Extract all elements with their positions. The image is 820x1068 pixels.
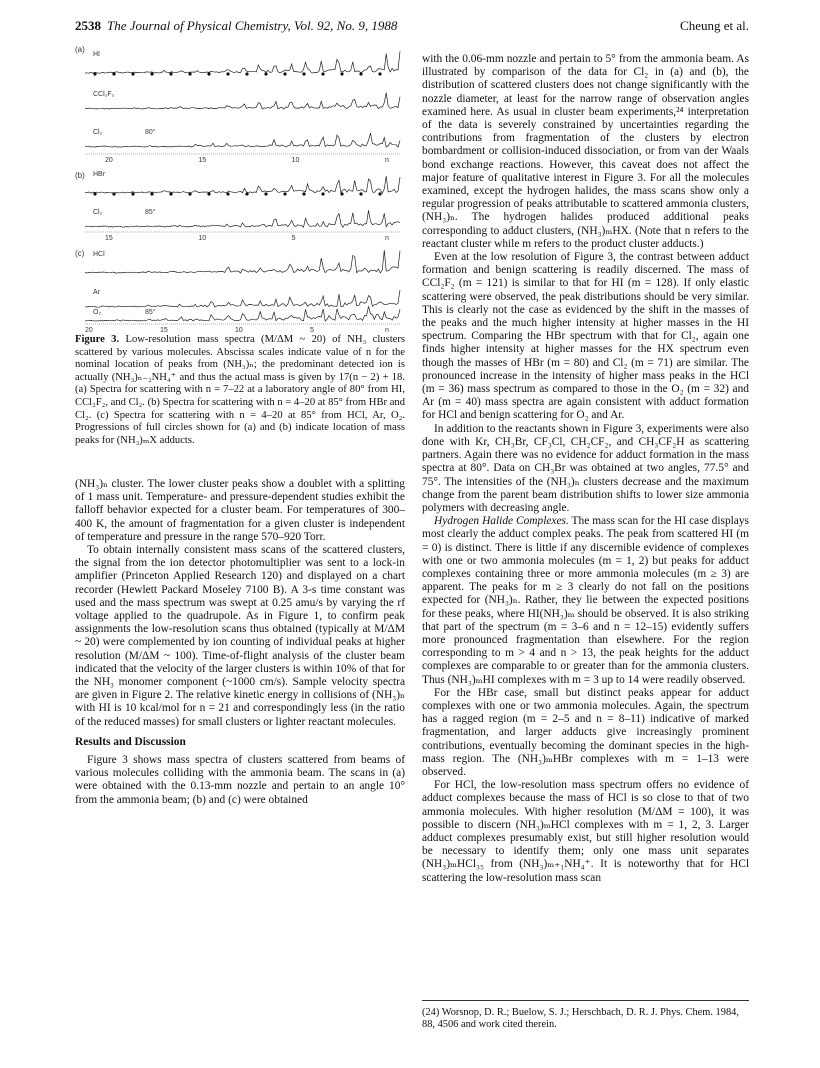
adduct-peak-marker <box>131 192 134 195</box>
paragraph: Even at the low resolution of Figure 3, the contrast between adduct formation and benign scattering is readily discerned. The mass of CCl₂F₂ (m = 121) is similar to that for HI (m = 128). If only elastic scattering were observed, the peak distributions should be very similar. This is clearly not the case as evidenced by the shift in the masses of the peaks and the much higher intensity at higher masses in the HI spectrum. Comparing the HBr spectrum with that for Cl₂, again one finds higher intensity at higher masses for the HX spectrum even though the masses of HBr (m = 80) and Cl₂ (m = 71) are similar. The pronounced increase in the intensity of higher mass peaks in the HCl (m = 36) mass spectrum as compared to those in the O₂ (m = 32) and Ar (m = 40) mass spectra are again consistent with adduct formation for HCl and benign scattering for O₂ and Ar. <box>422 251 749 422</box>
panel-tag: (a) <box>75 45 85 54</box>
spectrum-trace <box>85 176 400 193</box>
paragraph: For the HBr case, small but distinct peaks appear for adduct complexes with one or two ammonia molecules. Again, the spectrum has a ragged region (m = 2–5 and n = 8–11) indicative of marked fragmentation, and larger adducts give increasingly prominent contributions, eventually becoming the dominant species in the high-mass region. The (NH₃)ₘHBr complexes with m = 1–13 were observed. <box>422 686 749 778</box>
angle-label: 85° <box>145 209 156 216</box>
adduct-peak-marker <box>283 72 286 75</box>
axis-tick-label: 15 <box>198 157 207 164</box>
paragraph <box>422 515 749 687</box>
trace-label: HCl <box>93 251 105 258</box>
adduct-peak-marker <box>112 192 115 195</box>
trace-label: Ar <box>93 289 100 296</box>
right-column <box>422 53 749 885</box>
adduct-peak-marker <box>245 72 248 75</box>
spectrum-trace <box>85 290 400 307</box>
adduct-peak-marker <box>150 192 153 195</box>
caption-label: Figure 3. <box>75 334 120 345</box>
adduct-peak-marker <box>302 192 305 195</box>
adduct-peak-marker <box>359 192 362 195</box>
spectrum-trace <box>85 93 400 109</box>
page-number: 2538 <box>75 18 101 33</box>
panel-tag: (c) <box>75 249 85 258</box>
adduct-peak-marker <box>93 192 96 195</box>
paragraph-text: The mass scan for the HI case displays most clearly the adduct complex peaks. The peak from scattered HI (m = 0) is distinct. There is little if any discernible evidence of complexes with one or two ammonia molecules (m = 1, 2) but peaks for adduct complexes containing three or more ammonia molecules (m ≥ 3) are apparent. The peaks for m ≥ 3 clearly do not fall on the positions expected for (NH₃)ₙ. Rather, they lie between the expected positions for these peaks, where HI(NH₃)ₘ should be observed. It is also striking that part of the spectrum (m = 3–6 and n = 12–15) evidently suffers more pronounced fragmentation than elsewhere. For the region corresponding to m > 4 and n > 13, the peak heights for the adduct complexes are comparable to or greater than for the ammonia clusters. Thus (NH₃)ₘHI complexes with m = 3 up to 14 were readily observed. <box>422 515 749 686</box>
adduct-peak-marker <box>207 192 210 195</box>
spectrum-trace <box>85 133 400 147</box>
axis-tick-label: 10 <box>235 327 243 332</box>
adduct-peak-marker <box>378 192 381 195</box>
adduct-peak-marker <box>169 192 172 195</box>
adduct-peak-marker <box>226 192 229 195</box>
adduct-peak-marker <box>340 72 343 75</box>
paragraph: Figure 3 shows mass spectra of clusters scattered from beams of various molecules colliding with the ammonia beam. The scans in (a) were obtained with the 0.13-mm nozzle and pertain to an angle 10° from the ammonia beam; (b) and (c) were obtained <box>75 754 405 806</box>
adduct-peak-marker <box>359 72 362 75</box>
spectrum-trace <box>85 210 400 227</box>
adduct-peak-marker <box>188 72 191 75</box>
journal-citation: The Journal of Physical Chemistry, Vol. 92, No. 9, 1988 <box>107 18 398 33</box>
adduct-peak-marker <box>245 192 248 195</box>
axis-tick-label: 10 <box>291 157 300 164</box>
angle-label: 85° <box>145 309 156 316</box>
paragraph: For HCl, the low-resolution mass spectrum offers no evidence of adduct complexes because the mass of HCl is so close to that of two ammonia molecules. With higher resolution (M/ΔM = 100), it was possible to discern (NH₃)ₘHCl complexes with m = 1, 2, 3. Larger adduct complexes presumably exist, but still higher resolution would be necessary to identify them; only one mass unit separates (NH₃)ₘHCl₃₅ from (NH₃)ₘ₊₁NH₄⁺. It is noteworthy that for HCl scattering the low-resolution mass scan <box>422 779 749 884</box>
adduct-peak-marker <box>321 192 324 195</box>
adduct-peak-marker <box>112 72 115 75</box>
axis-tick-label: 10 <box>198 235 207 242</box>
axis-tick-label: 5 <box>291 235 296 242</box>
panel-tag: (b) <box>75 171 85 180</box>
mass-spectra-figure <box>75 42 405 332</box>
figure-3 <box>75 42 405 332</box>
adduct-peak-marker <box>283 192 286 195</box>
axis-tick-label: n <box>385 235 389 242</box>
adduct-peak-marker <box>378 72 381 75</box>
axis-tick-label: 15 <box>160 327 168 332</box>
paragraph: In addition to the reactants shown in Figure 3, experiments were also done with Kr, CH₃Br, CF₃Cl, CH₂CF₂, and CH₃CF₂H as scattering partners. Again there was no evidence for adduct formation in the mass spectra at 80°. Data on CH₃Br was obtained at two angles, 77.5° and 75°. The intensities of the (NH₃)ₙ clusters decrease and the maximum change from the parent beam distribution shifts to lower size ammonia polymers with decreasing angle. <box>422 422 749 514</box>
trace-label: Cl₂ <box>93 129 103 136</box>
axis-tick-label: 20 <box>85 327 93 332</box>
left-column <box>75 478 405 807</box>
adduct-peak-marker <box>321 72 324 75</box>
figure-caption <box>75 334 405 447</box>
trace-label: HBr <box>93 171 106 178</box>
adduct-peak-marker <box>302 72 305 75</box>
section-heading: Results and Discussion <box>75 735 186 748</box>
trace-label: O₂ <box>93 309 102 316</box>
angle-label: 80° <box>145 129 156 136</box>
adduct-peak-marker <box>264 72 267 75</box>
paragraph: with the 0.06-mm nozzle and pertain to 5° from the ammonia beam. As illustrated by comparison of the data for Cl₂ in (a) and (b), the distribution of scattered clusters does not change significantly with the nozzle diameter, at least for the narrow range of observation angles examined here. As usual in cluster beam experiments,²⁴ interpretation of the data is severely constrained by uncertainties regarding the contributions from fragmentation of the clusters by electron bombardment or collision-induced dissociation, or from van der Waals bond exchange reactions. However, this caveat does not affect the major feature of qualitative interest in Figure 3. For all the molecules examined, except the hydrogen halides, the mass scans show only a regular progression of peaks attributable to scattered ammonia clusters, (NH₃)ₙ. The hydrogen halides produced additional peaks corresponding to adduct clusters, (NH₃)ₘHX. (Note that n refers to the reactant cluster while m refers to the product cluster adducts.) <box>422 53 749 250</box>
spectrum-trace <box>85 306 400 321</box>
adduct-peak-marker <box>264 192 267 195</box>
adduct-peak-marker <box>169 72 172 75</box>
adduct-peak-marker <box>340 192 343 195</box>
caption-text: Low-resolution mass spectra (M/ΔM ~ 20) of NH₃ clusters scattered by various molecules. Abscissa scales indicate value of n for the nominal location of peaks from (NH₃)ₙ; the predominant detected ion is actually (NH₃)ₙ₋₂NH₄⁺ and thus the actual mass is given by 17(n − 2) + 18. (a) Spectra for scattering with n = 7–22 at a laboratory angle of 80° from HI, CCl₂F₂, and Cl₂. (b) Spectra for scattering with n = 4–20 at 85° from HBr and Cl₂. (c) Spectra for scattering with n = 4–20 at 85° from HCl, Ar, O₂. Progressions of full circles shown for (a) and (b) indicate location of mass peaks for (NH₃)ₘX adducts. <box>75 334 405 446</box>
trace-label: HI <box>93 51 100 58</box>
adduct-peak-marker <box>188 192 191 195</box>
trace-label: Cl₂ <box>93 209 103 216</box>
paragraph: (NH₃)ₙ cluster. The lower cluster peaks show a doublet with a splitting of 1 mass unit. Temperature- and pressure-dependent studies exhibit the falloff behavior expected for a cluster beam. For temperatures of 300–400 K, the amount of fragmentation for a given cluster is independent of temperature and pressure in the range 570–920 Torr. <box>75 478 405 543</box>
axis-tick-label: 20 <box>105 157 113 164</box>
axis-tick-label: 5 <box>310 327 314 332</box>
axis-tick-label: n <box>385 157 389 164</box>
trace-label: CCl₂F₂ <box>93 91 115 98</box>
adduct-peak-marker <box>150 72 153 75</box>
adduct-peak-marker <box>93 72 96 75</box>
running-header <box>75 18 749 36</box>
spectrum-trace <box>85 51 400 73</box>
axis-tick-label: 15 <box>105 235 113 242</box>
footnote: (24) Worsnop, D. R.; Buelow, S. J.; Herschbach, D. R. J. Phys. Chem. 1984, 88, 4506 and work cited therein. <box>422 1000 749 1031</box>
subsection-heading: Hydrogen Halide Complexes. <box>434 515 569 528</box>
spectrum-trace <box>85 250 400 273</box>
adduct-peak-marker <box>207 72 210 75</box>
adduct-peak-marker <box>131 72 134 75</box>
paragraph: To obtain internally consistent mass scans of the scattered clusters, the signal from the ion detector photomultiplier was sent to a lock-in amplifier (Princeton Applied Research 120) and displayed on a chart recorder (Hewlett Packard Moseley 7100 B). A 3-s time constant was used and the mass spectrum was swept at 0.25 amu/s by varying the rf voltage applied to the quadrupole. As in Figure 1, to confirm peak assignments the low-resolution scans thus obtained (typically at M/ΔM ~ 20) were complemented by ion counting of individual peaks at higher resolution (M/ΔM ~ 100). Time-of-flight analysis of the cluster beam indicated that the velocity of the larger clusters is within 10% of that for the NH₃ monomer component (~1000 cm/s). Sample velocity spectra are given in Figure 2. The relative kinetic energy in collisions of (NH₃)ₙ with HI is 10 kcal/mol for n = 21 and correspondingly less (in the ratio of the reduced masses) for small clusters or lighter reactant molecules. <box>75 544 405 728</box>
running-authors: Cheung et al. <box>680 18 749 33</box>
axis-tick-label: n <box>385 327 389 332</box>
adduct-peak-marker <box>226 72 229 75</box>
